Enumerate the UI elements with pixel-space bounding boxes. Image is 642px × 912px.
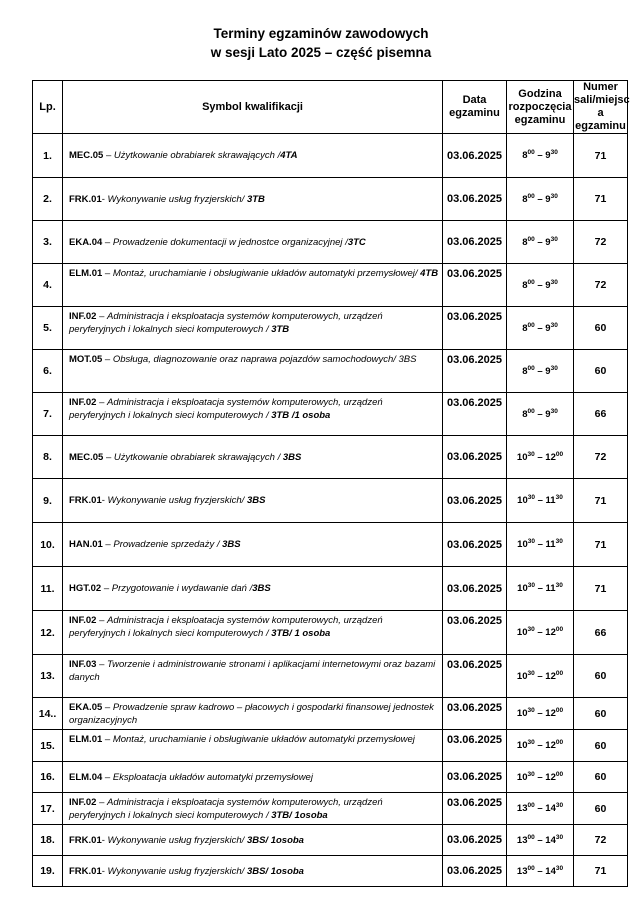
qualification-code: MEC.05: [69, 150, 104, 161]
qualification-cell: [63, 825, 443, 856]
header-time-line: rozpoczęcia: [508, 100, 572, 113]
table-row: [33, 436, 628, 479]
time-dash: –: [534, 583, 546, 594]
class-label: 3BS: [282, 451, 302, 463]
table-row: [33, 221, 628, 264]
table-row: [33, 567, 628, 611]
exam-date: 03.06.2025: [443, 611, 507, 655]
qualification-code: INF.02: [69, 615, 97, 626]
start-hour: 8: [522, 236, 528, 248]
time-dash: –: [534, 627, 546, 638]
exam-date: 03.06.2025: [443, 307, 507, 350]
exam-time: [507, 793, 574, 825]
qualification-code: ELM.04: [69, 771, 103, 783]
qualification-cell: [63, 264, 443, 307]
exam-date: 03.06.2025: [443, 698, 507, 730]
start-minute: 30: [527, 626, 535, 633]
qualification-name: Użytkowanie obrabiarek skrawających /: [113, 451, 283, 463]
table-row: [33, 350, 628, 393]
exam-room: 60: [574, 793, 628, 825]
end-hour: 12: [545, 451, 556, 463]
qualification-name: Administracja i eksploatacja systemów komputerowych, urządzeń peryferyjnych i lokalnych sieci komputerowych /: [69, 397, 383, 421]
exam-room: 71: [574, 134, 628, 178]
start-hour: 10: [517, 539, 528, 550]
qualification-name: Przygotowanie i wydawanie dań /: [111, 583, 253, 594]
class-label: 3BS/ 1osoba: [246, 865, 304, 877]
code-separator: –: [96, 311, 108, 322]
exam-date: 03.06.2025: [443, 567, 507, 611]
qualification-name: Prowadzenie sprzedaży /: [113, 539, 223, 550]
code-separator: –: [103, 150, 114, 161]
time-dash: –: [534, 708, 546, 719]
end-minute: 30: [555, 582, 563, 589]
qualification-cell: [63, 221, 443, 264]
header-room-line: a egzaminu: [575, 107, 626, 132]
time-dash: –: [534, 451, 546, 463]
exam-time: [507, 567, 574, 611]
end-hour: 11: [545, 539, 556, 550]
start-hour: 10: [516, 627, 528, 638]
time-dash: –: [534, 408, 546, 420]
exam-time: [507, 350, 574, 393]
qualification-code: INF.02: [69, 397, 97, 408]
row-number: 2.: [33, 178, 63, 221]
end-minute: 30: [555, 802, 564, 809]
class-label: 3BS: [222, 539, 241, 550]
qualification-name: Prowadzenie dokumentacji w jednostce organizacyjnej /: [112, 236, 348, 248]
class-label: 3BS/ 1osoba: [246, 834, 304, 846]
row-number: 12.: [33, 611, 63, 655]
qualification-code: ELM.01: [69, 268, 103, 279]
end-hour: 9: [545, 322, 551, 334]
exam-time: [507, 762, 574, 793]
start-minute: 00: [527, 864, 535, 872]
end-hour: 9: [545, 236, 551, 248]
table-row: [33, 611, 628, 655]
end-minute: 30: [555, 538, 563, 545]
row-number: 5.: [33, 307, 63, 350]
row-number: 18.: [33, 825, 63, 856]
qualification-cell: [63, 567, 443, 611]
qualification-name: Wykonywanie usług fryzjerskich/: [107, 193, 247, 205]
end-hour: 14: [545, 865, 556, 877]
code-separator: –: [102, 734, 113, 745]
qualification-name: Montaż, uruchamianie i obsługiwanie układów automatyki przemysłowej/: [112, 268, 421, 279]
time-dash: –: [534, 803, 546, 814]
start-minute: 00: [527, 364, 535, 372]
table-row: [33, 730, 628, 762]
exam-time: [507, 611, 574, 655]
exam-time: [507, 825, 574, 856]
table-row: [33, 178, 628, 221]
qualification-cell: [63, 178, 443, 221]
class-label: 3TB/ 1osoba: [271, 810, 328, 821]
exam-time: [507, 655, 574, 698]
start-hour: 10: [516, 670, 528, 682]
row-number: 15.: [33, 730, 63, 762]
row-number: 6.: [33, 350, 63, 393]
exam-room: 72: [574, 436, 628, 479]
exam-time: [507, 730, 574, 762]
qualification-cell: [63, 793, 443, 825]
qualification-name: Montaż, uruchamianie i obsługiwanie układów automatyki przemysłowej: [112, 734, 415, 745]
header-date-line: Data: [462, 94, 487, 106]
exam-time: [507, 393, 574, 436]
qualification-cell: [63, 856, 443, 887]
time-dash: –: [534, 740, 546, 751]
start-hour: 10: [516, 740, 528, 751]
end-minute: 30: [550, 149, 558, 156]
time-dash: –: [534, 236, 546, 248]
code-separator: -: [101, 193, 108, 205]
start-hour: 13: [516, 865, 528, 877]
title-line-2: w sesji Lato 2025 – część pisemna: [210, 45, 432, 60]
class-label: 3TC: [347, 236, 366, 248]
start-minute: 30: [527, 450, 535, 458]
exam-date: 03.06.2025: [443, 134, 507, 178]
qualification-cell: [63, 134, 443, 178]
end-hour: 14: [545, 834, 556, 846]
exam-room: 71: [574, 178, 628, 221]
header-lp: Lp.: [33, 81, 63, 134]
row-number: 3.: [33, 221, 63, 264]
start-hour: 8: [522, 365, 528, 377]
exam-room: 60: [574, 762, 628, 793]
row-number: 8.: [33, 436, 63, 479]
exam-room: 71: [574, 567, 628, 611]
row-number: 10.: [33, 523, 63, 567]
start-hour: 10: [517, 583, 528, 594]
exam-room: 66: [574, 393, 628, 436]
qualification-cell: [63, 655, 443, 698]
exam-date: 03.06.2025: [443, 655, 507, 698]
qualification-code: EKA.05: [69, 702, 103, 713]
qualification-cell: [63, 393, 443, 436]
start-hour: 8: [522, 279, 528, 291]
header-time: [507, 81, 574, 134]
header-symbol: Symbol kwalifikacji: [63, 81, 443, 134]
exam-date: 03.06.2025: [443, 221, 507, 264]
row-number: 4.: [33, 264, 63, 307]
end-minute: 00: [555, 707, 564, 714]
end-minute: 30: [550, 407, 558, 415]
header-time-line: Godzina: [518, 87, 562, 100]
code-separator: -: [101, 495, 108, 506]
qualification-cell: [63, 307, 443, 350]
title-line-1: Terminy egzaminów zawodowych: [213, 26, 429, 41]
qualification-name: Wykonywanie usług fryzjerskich/: [107, 865, 247, 877]
code-separator: –: [102, 268, 113, 279]
qualification-code: FRK.01: [69, 193, 102, 205]
start-minute: 30: [527, 770, 535, 778]
start-minute: 30: [527, 739, 535, 746]
row-number: 14..: [33, 698, 63, 730]
end-minute: 30: [550, 364, 558, 372]
exam-room: 71: [574, 523, 628, 567]
start-hour: 13: [516, 803, 528, 814]
end-hour: 14: [545, 803, 556, 814]
exam-room: 72: [574, 264, 628, 307]
end-hour: 12: [545, 670, 556, 682]
exam-date: 03.06.2025: [443, 178, 507, 221]
qualification-name: Administracja i eksploatacja systemów komputerowych, urządzeń peryferyjnych i lokalnych sieci komputerowych /: [69, 615, 383, 639]
exam-date: 03.06.2025: [443, 393, 507, 436]
code-separator: -: [101, 834, 108, 846]
exam-time: [507, 307, 574, 350]
end-hour: 12: [545, 771, 556, 783]
exam-date: 03.06.2025: [443, 479, 507, 523]
table-row: [33, 793, 628, 825]
end-minute: 30: [555, 833, 564, 841]
exam-room: 60: [574, 655, 628, 698]
time-dash: –: [534, 322, 546, 334]
exam-date: 03.06.2025: [443, 730, 507, 762]
start-minute: 00: [527, 149, 535, 156]
qualification-cell: [63, 523, 443, 567]
qualification-cell: [63, 762, 443, 793]
time-dash: –: [534, 539, 546, 550]
exam-room: 72: [574, 221, 628, 264]
table-row: [33, 856, 628, 887]
exam-room: 72: [574, 825, 628, 856]
exam-room: 60: [574, 730, 628, 762]
start-minute: 30: [527, 707, 535, 714]
table-row: [33, 393, 628, 436]
end-hour: 11: [545, 495, 556, 506]
start-minute: 00: [527, 192, 535, 200]
qualification-code: FRK.01: [69, 865, 102, 877]
qualification-cell: [63, 730, 443, 762]
code-separator: –: [102, 539, 114, 550]
qualification-cell: [63, 611, 443, 655]
class-label: 3TB /1 osoba: [271, 410, 331, 421]
start-hour: 8: [522, 408, 528, 420]
exam-time: [507, 178, 574, 221]
start-minute: 00: [527, 802, 535, 809]
exam-room: 71: [574, 479, 628, 523]
exam-time: [507, 221, 574, 264]
code-separator: –: [96, 615, 108, 626]
qualification-code: INF.03: [69, 659, 97, 670]
header-row: [33, 81, 628, 134]
end-minute: 30: [550, 235, 558, 243]
exam-date: 03.06.2025: [443, 350, 507, 393]
end-hour: 9: [545, 193, 551, 205]
table-row: [33, 655, 628, 698]
table-row: [33, 264, 628, 307]
start-hour: 10: [516, 771, 528, 783]
class-label: 3TB/ 1 osoba: [271, 628, 331, 639]
qualification-code: EKA.04: [69, 236, 103, 248]
code-separator: -: [101, 865, 108, 877]
code-separator: –: [102, 771, 113, 783]
time-dash: –: [534, 150, 546, 161]
start-minute: 00: [527, 321, 535, 329]
row-number: 1.: [33, 134, 63, 178]
table-row: [33, 134, 628, 178]
end-hour: 11: [545, 583, 556, 594]
time-dash: –: [534, 865, 546, 877]
document-title: [0, 24, 642, 62]
time-dash: –: [534, 365, 546, 377]
header-room: [574, 81, 628, 134]
time-dash: –: [534, 670, 546, 682]
end-hour: 12: [545, 627, 556, 638]
code-separator: –: [96, 397, 108, 408]
qualification-code: MOT.05: [69, 354, 103, 365]
exam-date: 03.06.2025: [443, 762, 507, 793]
exam-time: [507, 134, 574, 178]
time-dash: –: [534, 495, 546, 506]
header-date: [443, 81, 507, 134]
table-row: [33, 825, 628, 856]
row-number: 13.: [33, 655, 63, 698]
exam-room: 60: [574, 307, 628, 350]
exam-time: [507, 698, 574, 730]
qualification-code: MEC.05: [69, 451, 104, 463]
class-label: 4TA: [280, 150, 298, 161]
class-label: 3BS: [246, 495, 266, 506]
header-room-line: sali/miejsc: [574, 94, 630, 106]
end-hour: 9: [545, 150, 551, 161]
qualification-name: Administracja i eksploatacja systemów komputerowych, urządzeń peryferyjnych i lokalnych sieci komputerowych /: [69, 311, 383, 335]
start-minute: 00: [527, 235, 535, 243]
start-hour: 10: [516, 451, 528, 463]
exam-date: 03.06.2025: [443, 793, 507, 825]
end-hour: 12: [545, 740, 556, 751]
qualification-name: Administracja i eksploatacja systemów komputerowych, urządzeń peryferyjnych i lokalnych sieci komputerowych /: [69, 797, 383, 821]
row-number: 16.: [33, 762, 63, 793]
class-label: 3TB: [246, 193, 265, 205]
exam-schedule-table: [32, 80, 628, 887]
end-minute: 30: [550, 321, 558, 329]
time-dash: –: [534, 771, 546, 783]
header-date-line: egzaminu: [449, 107, 500, 119]
table-row: [33, 698, 628, 730]
start-minute: 00: [527, 833, 535, 841]
qualification-code: HAN.01: [69, 539, 103, 550]
exam-time: [507, 436, 574, 479]
start-hour: 10: [516, 708, 528, 719]
code-separator: –: [102, 702, 113, 713]
code-separator: –: [103, 451, 114, 463]
end-minute: 30: [555, 864, 564, 872]
qualification-cell: [63, 698, 443, 730]
end-minute: 30: [550, 278, 558, 286]
row-number: 11.: [33, 567, 63, 611]
end-hour: 9: [545, 408, 551, 420]
start-minute: 30: [527, 582, 535, 589]
end-hour: 12: [545, 708, 556, 719]
start-hour: 13: [516, 834, 528, 846]
header-room-line: Numer: [583, 81, 618, 93]
qualification-code: INF.02: [69, 311, 97, 322]
start-minute: 30: [527, 669, 535, 677]
code-separator: –: [96, 797, 108, 808]
exam-time: [507, 523, 574, 567]
row-number: 7.: [33, 393, 63, 436]
code-separator: –: [102, 236, 113, 248]
qualification-name: Użytkowanie obrabiarek skrawających /: [113, 150, 281, 161]
row-number: 9.: [33, 479, 63, 523]
end-hour: 9: [545, 279, 551, 291]
qualification-cell: [63, 436, 443, 479]
exam-date: 03.06.2025: [443, 523, 507, 567]
start-hour: 8: [522, 150, 528, 161]
start-minute: 00: [527, 407, 535, 415]
exam-date: 03.06.2025: [443, 825, 507, 856]
start-minute: 30: [527, 538, 535, 545]
qualification-name: Eksploatacja układów automatyki przemysłowej: [112, 771, 313, 783]
exam-room: 60: [574, 350, 628, 393]
table-row: [33, 307, 628, 350]
qualification-code: FRK.01: [69, 495, 102, 506]
time-dash: –: [534, 279, 546, 291]
end-minute: 00: [555, 626, 564, 633]
exam-room: 66: [574, 611, 628, 655]
table-row: [33, 523, 628, 567]
qualification-name: Wykonywanie usług fryzjerskich/: [107, 495, 247, 506]
header-time-line: egzaminu: [514, 113, 566, 126]
class-label: 3BS: [252, 583, 271, 594]
end-minute: 00: [555, 669, 564, 677]
start-hour: 10: [517, 495, 528, 506]
end-minute: 30: [550, 192, 558, 200]
end-minute: 00: [555, 770, 564, 778]
table-row: [33, 762, 628, 793]
exam-date: 03.06.2025: [443, 264, 507, 307]
end-minute: 30: [555, 494, 563, 501]
time-dash: –: [534, 834, 546, 846]
exam-time: [507, 264, 574, 307]
exam-room: 71: [574, 856, 628, 887]
qualification-name: Wykonywanie usług fryzjerskich/: [107, 834, 247, 846]
end-hour: 9: [545, 365, 551, 377]
qualification-code: ELM.01: [69, 734, 103, 745]
qualification-code: HGT.02: [69, 583, 102, 594]
code-separator: –: [101, 583, 112, 594]
exam-time: [507, 856, 574, 887]
qualification-name: Prowadzenie spraw kadrowo – płacowych i gospodarki finansowej jednostek organizacyjnych: [69, 702, 434, 726]
table-row: [33, 479, 628, 523]
qualification-name: Tworzenie i administrowanie stronami i aplikacjami internetowymi oraz bazami danych: [69, 659, 436, 683]
code-separator: –: [102, 354, 113, 365]
start-minute: 00: [527, 278, 535, 286]
exam-room: 60: [574, 698, 628, 730]
qualification-code: FRK.01: [69, 834, 102, 846]
row-number: 17.: [33, 793, 63, 825]
exam-date: 03.06.2025: [443, 436, 507, 479]
time-dash: –: [534, 193, 546, 205]
row-number: 19.: [33, 856, 63, 887]
start-hour: 8: [522, 193, 528, 205]
qualification-cell: [63, 350, 443, 393]
end-minute: 00: [555, 739, 564, 746]
qualification-cell: [63, 479, 443, 523]
end-minute: 00: [555, 450, 564, 458]
class-label: 4TB: [420, 268, 439, 279]
exam-date: 03.06.2025: [443, 856, 507, 887]
start-hour: 8: [522, 322, 528, 334]
exam-time: [507, 479, 574, 523]
class-label: 3TB: [271, 324, 290, 335]
code-separator: –: [96, 659, 108, 670]
qualification-name: Obsługa, diagnozowanie oraz naprawa pojazdów samochodowych/ 3BS: [112, 354, 417, 365]
start-minute: 30: [527, 494, 535, 501]
qualification-code: INF.02: [69, 797, 97, 808]
